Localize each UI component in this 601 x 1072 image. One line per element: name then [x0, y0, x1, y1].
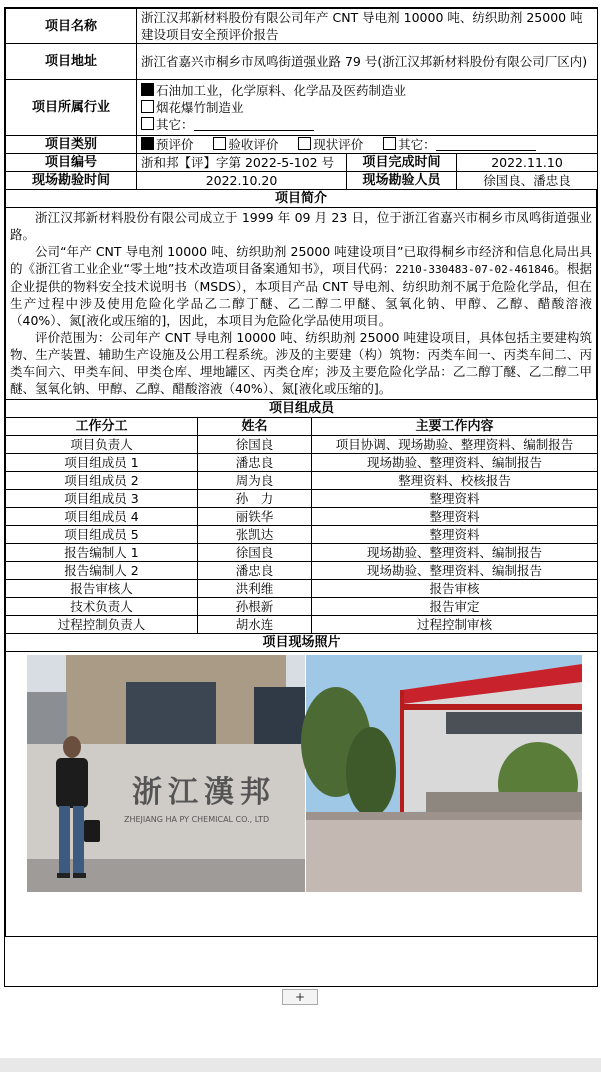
member-role: 过程控制负责人 [6, 616, 198, 634]
photos-cell [6, 652, 598, 937]
member-name: 周为良 [198, 472, 312, 490]
category-label: 项目类别 [6, 136, 137, 154]
member-role: 技术负责人 [6, 598, 198, 616]
member-role: 报告编制人 2 [6, 562, 198, 580]
name-value: 浙江汉邦新材料股份有限公司年产 CNT 导电剂 10000 吨、纺织助剂 25000 吨建设项目安全预评价报告 [137, 9, 598, 44]
unchecked-box-icon [141, 100, 154, 113]
checked-box-icon [141, 137, 154, 150]
member-work: 报告审定 [312, 598, 598, 616]
site-photos [6, 652, 598, 936]
bottom-bar [0, 1058, 601, 1072]
intro-body [6, 208, 597, 400]
category-option-2: 验收评价 [228, 137, 279, 152]
project-info-table [5, 8, 598, 190]
member-work: 整理资料 [312, 526, 598, 544]
intro-title: 项目简介 [6, 190, 597, 208]
photo-office-building [27, 655, 305, 892]
number-value: 浙和邦【评】字第 2022-5-102 号 [137, 154, 347, 172]
survey-time-value: 2022.10.20 [137, 172, 347, 190]
report-sheet [4, 7, 598, 987]
intro-paragraph-3: 评价范围为：公司年产 CNT 导电剂 10000 吨、纺织助剂 25000 吨建设项目，具体包括主要建构筑物、生产装置、辅助生产设施及公用工程系统。涉及的主要建（构）筑物：丙类车间一、丙类车间二、丙类车间六、甲类车间、甲类仓库、埋地罐区、丙类仓库；涉及主要危险化学品：乙二醇丁醚、乙二醇二甲醚、氢氧化钠、甲醇、乙醇、醋酸溶液（40%）、氮[液化或压缩的]。 [10, 330, 592, 396]
member-name: 潘忠良 [198, 454, 312, 472]
member-work: 现场勘验、整理资料、编制报告 [312, 454, 598, 472]
member-work: 整理资料、校核报告 [312, 472, 598, 490]
member-name: 潘忠良 [198, 562, 312, 580]
members-header-work: 主要工作内容 [312, 418, 598, 436]
member-row [6, 508, 598, 526]
member-name: 胡水连 [198, 616, 312, 634]
member-name: 徐国良 [198, 544, 312, 562]
member-work: 现场勘验、整理资料、编制报告 [312, 544, 598, 562]
unchecked-box-icon [298, 137, 311, 150]
unchecked-box-icon [141, 117, 154, 130]
name-label: 项目名称 [6, 9, 137, 44]
photo-sign-en: ZHEJIANG HA PY CHEMICAL CO., LTD [124, 815, 270, 824]
member-role: 项目组成员 5 [6, 526, 198, 544]
member-work: 项目协调、现场勘验、整理资料、编制报告 [312, 436, 598, 454]
member-role: 项目组成员 3 [6, 490, 198, 508]
member-row [6, 436, 598, 454]
member-role: 项目组成员 1 [6, 454, 198, 472]
member-work: 整理资料 [312, 490, 598, 508]
member-role: 项目组成员 2 [6, 472, 198, 490]
unchecked-box-icon [383, 137, 396, 150]
member-name: 孙根新 [198, 598, 312, 616]
member-row [6, 598, 598, 616]
category-option-4: 其它： [398, 137, 436, 152]
member-row [6, 526, 598, 544]
member-work: 报告审核 [312, 580, 598, 598]
member-name: 洪利维 [198, 580, 312, 598]
photos-title: 项目现场照片 [6, 634, 598, 652]
project-code: 2210-330483-07-02-461846 [395, 263, 555, 276]
member-role: 报告编制人 1 [6, 544, 198, 562]
intro-table [5, 189, 597, 400]
photo-sign-cn: 浙江漢邦 [132, 775, 276, 810]
address-label: 项目地址 [6, 44, 137, 80]
member-row [6, 454, 598, 472]
members-table [5, 399, 598, 937]
member-work: 过程控制审核 [312, 616, 598, 634]
member-role: 项目负责人 [6, 436, 198, 454]
member-row [6, 580, 598, 598]
member-role: 报告审核人 [6, 580, 198, 598]
address-value: 浙江省嘉兴市桐乡市凤鸣街道强业路 79 号(浙江汉邦新材料股份有限公司厂区内) [137, 44, 598, 80]
member-row [6, 490, 598, 508]
member-work: 现场勘验、整理资料、编制报告 [312, 562, 598, 580]
intro-paragraph-1: 浙江汉邦新材料股份有限公司成立于 1999 年 09 月 23 日，位于浙江省嘉兴市桐乡市凤鸣街道强业路。 [10, 210, 592, 242]
member-name: 徐国良 [198, 436, 312, 454]
industry-option-3: 其它： [156, 117, 194, 132]
unchecked-box-icon [213, 137, 226, 150]
members-title: 项目组成员 [6, 400, 598, 418]
member-row [6, 544, 598, 562]
category-option-1: 预评价 [156, 137, 194, 152]
survey-time-label: 现场勘验时间 [6, 172, 137, 190]
expand-button[interactable]: + [282, 989, 318, 1005]
finish-time-value: 2022.11.10 [457, 154, 598, 172]
checked-box-icon [141, 83, 154, 96]
member-work: 整理资料 [312, 508, 598, 526]
photo-factory-building [301, 655, 582, 892]
finish-time-label: 项目完成时间 [347, 154, 457, 172]
industry-options [137, 80, 598, 136]
member-row [6, 616, 598, 634]
intro-paragraph-2: 公司“年产 CNT 导电剂 10000 吨、纺织助剂 25000 吨建设项目”已取得桐乡市经济和信息化局出具的《浙江省工业企业“零土地”技术改造项目备案通知书》，项目代码：2210-330483-07-02-461846。根据企业提供的物料安全技术说明书（MSDS），本项目产品 CNT 导电剂、纺织助剂不属于危险化学品，但在生产过程中涉及使用危险化学品乙二醇丁醚、乙二醇二甲醚、氢氧化钠、甲醇、乙醇、醋酸溶液（40%）、氮[液化或压缩的]，因此，本项目为危险化学品使用项目。 [10, 244, 592, 328]
industry-option-2: 烟花爆竹制造业 [156, 100, 244, 115]
member-name: 孙 力 [198, 490, 312, 508]
member-row [6, 562, 598, 580]
member-row [6, 472, 598, 490]
survey-staff-value: 徐国良、潘忠良 [457, 172, 598, 190]
category-option-3: 现状评价 [313, 137, 364, 152]
number-label: 项目编号 [6, 154, 137, 172]
category-options [137, 136, 598, 154]
members-header-role: 工作分工 [6, 418, 198, 436]
member-role: 项目组成员 4 [6, 508, 198, 526]
member-name: 丽铁华 [198, 508, 312, 526]
survey-staff-label: 现场勘验人员 [347, 172, 457, 190]
industry-label: 项目所属行业 [6, 80, 137, 136]
industry-option-1: 石油加工业，化学原料、化学品及医药制造业 [156, 83, 407, 98]
member-name: 张凯达 [198, 526, 312, 544]
members-header-name: 姓名 [198, 418, 312, 436]
